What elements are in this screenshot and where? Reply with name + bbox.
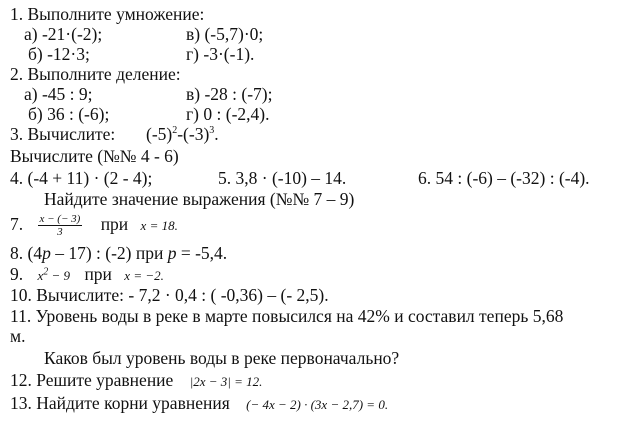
task2-a: а) -45 : 9; <box>24 84 93 104</box>
task2-g: г) 0 : (-2,4). <box>186 104 270 124</box>
task9 <box>10 264 164 286</box>
value-header: Найдите значение выражения (№№ 7 – 9) <box>44 189 355 209</box>
task12-text: 12. Решите уравнение <box>10 370 174 390</box>
task8-part2: – 17) : (-2) при <box>50 243 168 263</box>
task7-pri: при <box>100 214 129 234</box>
task11-line3: Каков был уровень воды в реке первоначально? <box>44 348 400 368</box>
task7-num: 7. <box>10 214 24 234</box>
task12 <box>10 370 262 392</box>
task1-b: б) -12·3; <box>28 44 90 64</box>
task2-title: 2. Выполните деление: <box>10 64 181 84</box>
calc-header: Вычислите (№№ 4 - 6) <box>10 146 179 166</box>
task9-cond: x = −2. <box>124 268 164 283</box>
task8-var2: p <box>167 243 177 263</box>
task3-base1: (-5) <box>146 124 173 144</box>
task5: 5. 3,8 · (-10) – 14. <box>218 168 347 188</box>
task7-frac-den: 3 <box>57 226 63 239</box>
task3-mid: -(-3) <box>177 124 210 144</box>
task7-frac-num: x − (− 3) <box>39 213 81 226</box>
task6: 6. 54 : (-6) – (-32) : (-4). <box>418 168 590 188</box>
task1-a: а) -21·(-2); <box>24 24 103 44</box>
task12-eq: |2x − 3| = 12. <box>189 374 263 389</box>
task3-exp1: 2 <box>172 125 178 137</box>
task1-title: 1. Выполните умножение: <box>10 4 205 24</box>
task2-b: б) 36 : (-6); <box>28 104 110 124</box>
task9-expr: x <box>37 268 44 283</box>
task9-pri: при <box>84 264 112 284</box>
task8 <box>10 243 227 263</box>
task7 <box>10 210 178 238</box>
task3-exp2: 3 <box>209 125 215 137</box>
task7-fraction <box>38 213 83 238</box>
task13-eq: (− 4x − 2) · (3x − 2,7) = 0. <box>246 397 389 412</box>
task8-part1: 8. (4 <box>10 243 43 263</box>
task9-num: 9. <box>10 264 24 284</box>
task7-cond: x = 18. <box>140 218 178 233</box>
task3-end: . <box>214 124 219 144</box>
task10: 10. Вычислите: - 7,2 · 0,4 : ( -0,36) – (- 2,5). <box>10 285 329 305</box>
task4: 4. (-4 + 11) · (2 - 4); <box>10 168 153 188</box>
task8-part3: = -5,4. <box>176 243 228 263</box>
task11-line1: 11. Уровень воды в реке в марте повысился на 42% и составил теперь 5,68 <box>10 306 564 326</box>
task9-exp: 2 <box>43 266 49 278</box>
task1-v: в) (-5,7)·0; <box>186 24 264 44</box>
task2-v: в) -28 : (-7); <box>186 84 273 104</box>
task11-line2: м. <box>10 326 26 346</box>
task8-var: p <box>42 243 51 263</box>
task3-label: 3. Вычислите: <box>10 124 116 144</box>
task3 <box>10 124 219 144</box>
task1-g: г) -3·(-1). <box>186 44 255 64</box>
task13-text: 13. Найдите корни уравнения <box>10 393 230 413</box>
task9-expr-rest: − 9 <box>48 268 71 283</box>
task13 <box>10 393 388 415</box>
